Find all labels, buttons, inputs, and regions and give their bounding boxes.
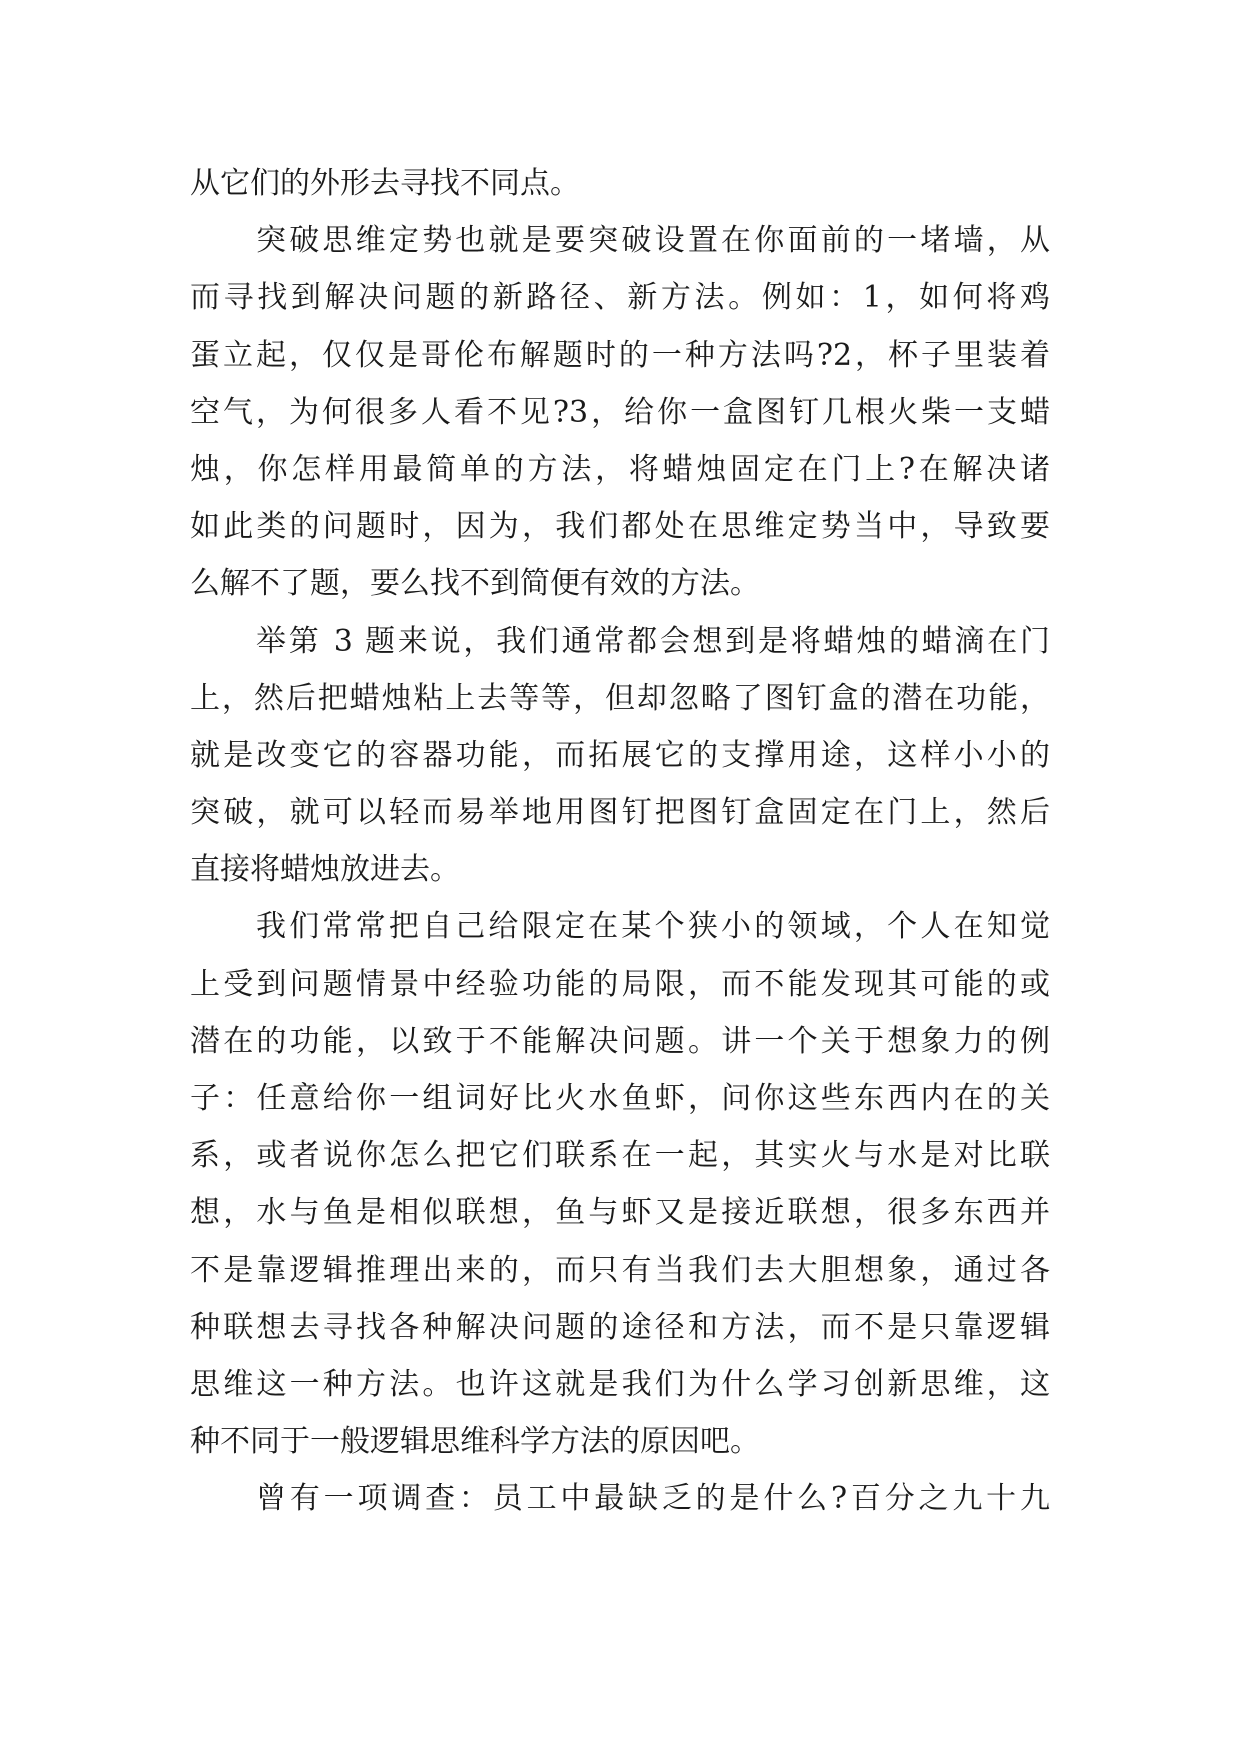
text-line: 突破思维定势也就是要突破设置在你面前的一堵墙，从 [256, 223, 1050, 259]
text-line: 想，水与鱼是相似联想，鱼与虾又是接近联想，很多东西并 [190, 1195, 1050, 1231]
text-line: 我们常常把自己给限定在某个狭小的领域，个人在知觉 [256, 909, 1050, 945]
text-line: 曾有一项调查：员工中最缺乏的是什么?百分之九十九 [256, 1481, 1050, 1517]
text-line: 种不同于一般逻辑思维科学方法的原因吧。 [190, 1424, 760, 1460]
text-line: 种联想去寻找各种解决问题的途径和方法，而不是只靠逻辑 [190, 1309, 1050, 1345]
text-line: 从它们的外形去寻找不同点。 [190, 166, 580, 201]
text-line: 上，然后把蜡烛粘上去等等，但却忽略了图钉盒的潜在功能， [190, 680, 1050, 716]
text-line: 空气，为何很多人看不见?3，给你一盒图钉几根火柴一支蜡 [190, 394, 1050, 430]
text-line: 不是靠逻辑推理出来的，而只有当我们去大胆想象，通过各 [190, 1252, 1050, 1288]
text-line: 突破，就可以轻而易举地用图钉把图钉盒固定在门上，然后 [190, 795, 1050, 831]
text-line: 潜在的功能，以致于不能解决问题。讲一个关于想象力的例 [190, 1023, 1050, 1059]
text-line: 如此类的问题时，因为，我们都处在思维定势当中，导致要 [190, 509, 1050, 545]
text-line: 烛，你怎样用最简单的方法，将蜡烛固定在门上?在解决诸 [190, 451, 1050, 487]
text-line: 举第 3 题来说，我们通常都会想到是将蜡烛的蜡滴在门 [256, 623, 1050, 659]
text-line: 就是改变它的容器功能，而拓展它的支撑用途，这样小小的 [190, 737, 1050, 773]
body-text [190, 155, 1050, 1528]
text-line: 么解不了题，要么找不到简便有效的方法。 [190, 566, 760, 602]
text-line: 蛋立起，仅仅是哥伦布解题时的一种方法吗?2，杯子里装着 [190, 337, 1050, 373]
text-line: 上受到问题情景中经验功能的局限，而不能发现其可能的或 [190, 966, 1050, 1002]
text-line: 系，或者说你怎么把它们联系在一起，其实火与水是对比联 [190, 1138, 1050, 1174]
text-line: 思维这一种方法。也许这就是我们为什么学习创新思维，这 [190, 1366, 1050, 1402]
text-line: 直接将蜡烛放进去。 [190, 852, 460, 888]
text-line: 子：任意给你一组词好比火水鱼虾，问你这些东西内在的关 [190, 1081, 1050, 1116]
text-line: 而寻找到解决问题的新路径、新方法。例如：1，如何将鸡 [190, 280, 1050, 316]
